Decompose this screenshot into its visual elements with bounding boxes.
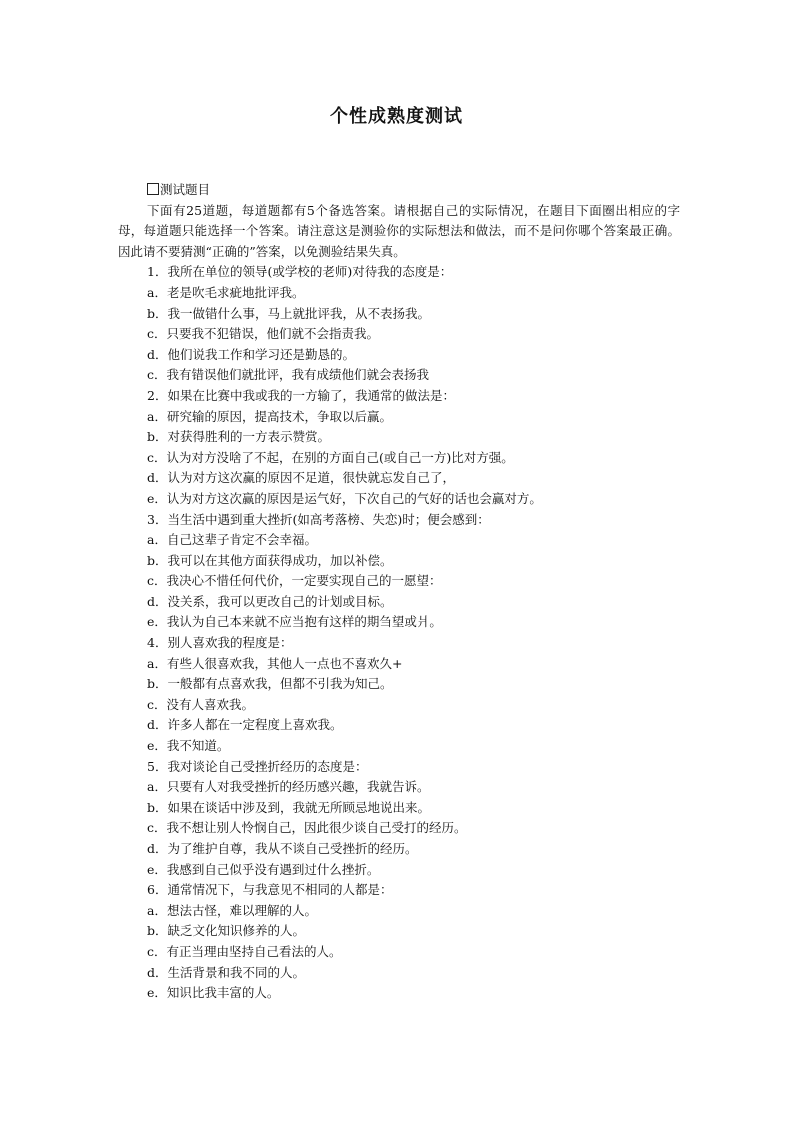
question-block [118, 510, 680, 634]
section-heading-label: 测试题目 [160, 182, 211, 197]
question-text: 5．我对谈论自己受挫折经历的态度是： [147, 758, 368, 774]
answer-option: e．认为对方这次赢的原因是运气好，下次自己的气好的话也会赢对方。 [147, 490, 542, 506]
answer-option: c．只要我不犯错误，他们就不会指责我。 [147, 326, 380, 342]
question-text: 4．别人喜欢我的程度是： [147, 635, 293, 651]
question-block [118, 757, 680, 881]
question-block [118, 262, 680, 386]
checkbox-square-icon [147, 183, 159, 195]
question-text: 2．如果在比赛中我或我的一方输了，我通常的做法是： [147, 387, 455, 403]
question-block [118, 633, 680, 757]
page-title: 个性成熟度测试 [330, 106, 463, 127]
answer-option: d．为了维护自尊，我从不谈自己受挫折的经历。 [147, 841, 418, 856]
answer-option: a．研究输的原因，提高技术，争取以后赢。 [147, 408, 392, 424]
answer-option: c．我有错误他们就批评，我有成绩他们就会表扬我 [147, 367, 430, 383]
answer-option: c．我决心不惜任何代价，一定要实现自己的一愿望： [147, 573, 442, 589]
answer-option: c．我不想让别人怜悯自己，因此很少谈自己受打的经历。 [147, 820, 467, 836]
answer-option: b．缺乏文化知识修养的人。 [147, 923, 306, 939]
answer-option: e．我认为自己本来就不应当抱有这样的期刍望或爿。 [147, 614, 442, 630]
answer-option: b．对获得胜利的一方表示赞赏。 [147, 429, 331, 445]
intro-paragraph: 下面有25道题，每道题都有5个备选答案。请根据自己的实际情况，在题目下面圈出相应的字母，每道题只能选择一个答案。请注意这是测验你的实际想法和做法，而不是问你哪个答案最正确。因此请不要猜测“正确的”答案，以免测验结果失真。 [118, 202, 680, 259]
answer-option: b．一般都有点喜欢我，但都不引我为知己。 [147, 676, 393, 692]
answer-option: a．老是吹毛求疵地批评我。 [147, 284, 305, 300]
answer-option: c．认为对方没啥了不起，在别的方面自己(或自己一方)比对方强。 [147, 449, 514, 465]
question-block [118, 880, 680, 1004]
answer-option: d．他们说我工作和学习还是勤恳的。 [147, 346, 356, 362]
document-body [118, 180, 680, 1004]
answer-option: a．想法古怪，难以理解的人。 [147, 902, 317, 918]
question-text: 3．当生活中遇到重大挫折(如高考落榜、失恋)时；便会感到： [147, 511, 490, 527]
answer-option: e．知识比我丰富的人。 [147, 985, 280, 1001]
answer-option: e．我不知道。 [147, 738, 230, 754]
answer-option: d．生活背景和我不同的人。 [147, 964, 306, 980]
answer-option: d．没关系，我可以更改自己的计划或目标。 [147, 593, 393, 609]
answer-option: a．只要有人对我受挫折的经历感兴趣，我就告诉。 [147, 779, 430, 795]
answer-option: b．如果在谈话中涉及到，我就无所顾忌地说出来。 [147, 799, 431, 815]
answer-option: a．自己这辈子肯定不会幸福。 [147, 532, 317, 548]
answer-option: c．有正当理由坚持自己看法的人。 [147, 943, 342, 959]
answer-option: d．认为对方这次赢的原因不足道，很快就忘发自己了， [147, 470, 456, 486]
answer-option: d．许多人都在一定程度上喜欢我。 [147, 717, 343, 733]
question-text: 6．通常情况下，与我意见不相同的人都是： [147, 882, 393, 898]
answer-option: a．有些人很喜欢我，其他人一点也不喜欢久+ [147, 655, 403, 671]
question-text: 1．我所在单位的领导(或学校的老师)对待我的态度是： [147, 264, 453, 280]
answer-option: e．我感到自己似乎没有遇到过什么挫折。 [147, 861, 380, 877]
answer-option: b．我一做错什么事，马上就批评我，从不表扬我。 [147, 305, 431, 321]
answer-option: c．没有人喜欢我。 [147, 696, 255, 712]
section-heading [118, 180, 680, 201]
answer-option: b．我可以在其他方面获得成功，加以补偿。 [147, 552, 393, 568]
question-block [118, 386, 680, 510]
